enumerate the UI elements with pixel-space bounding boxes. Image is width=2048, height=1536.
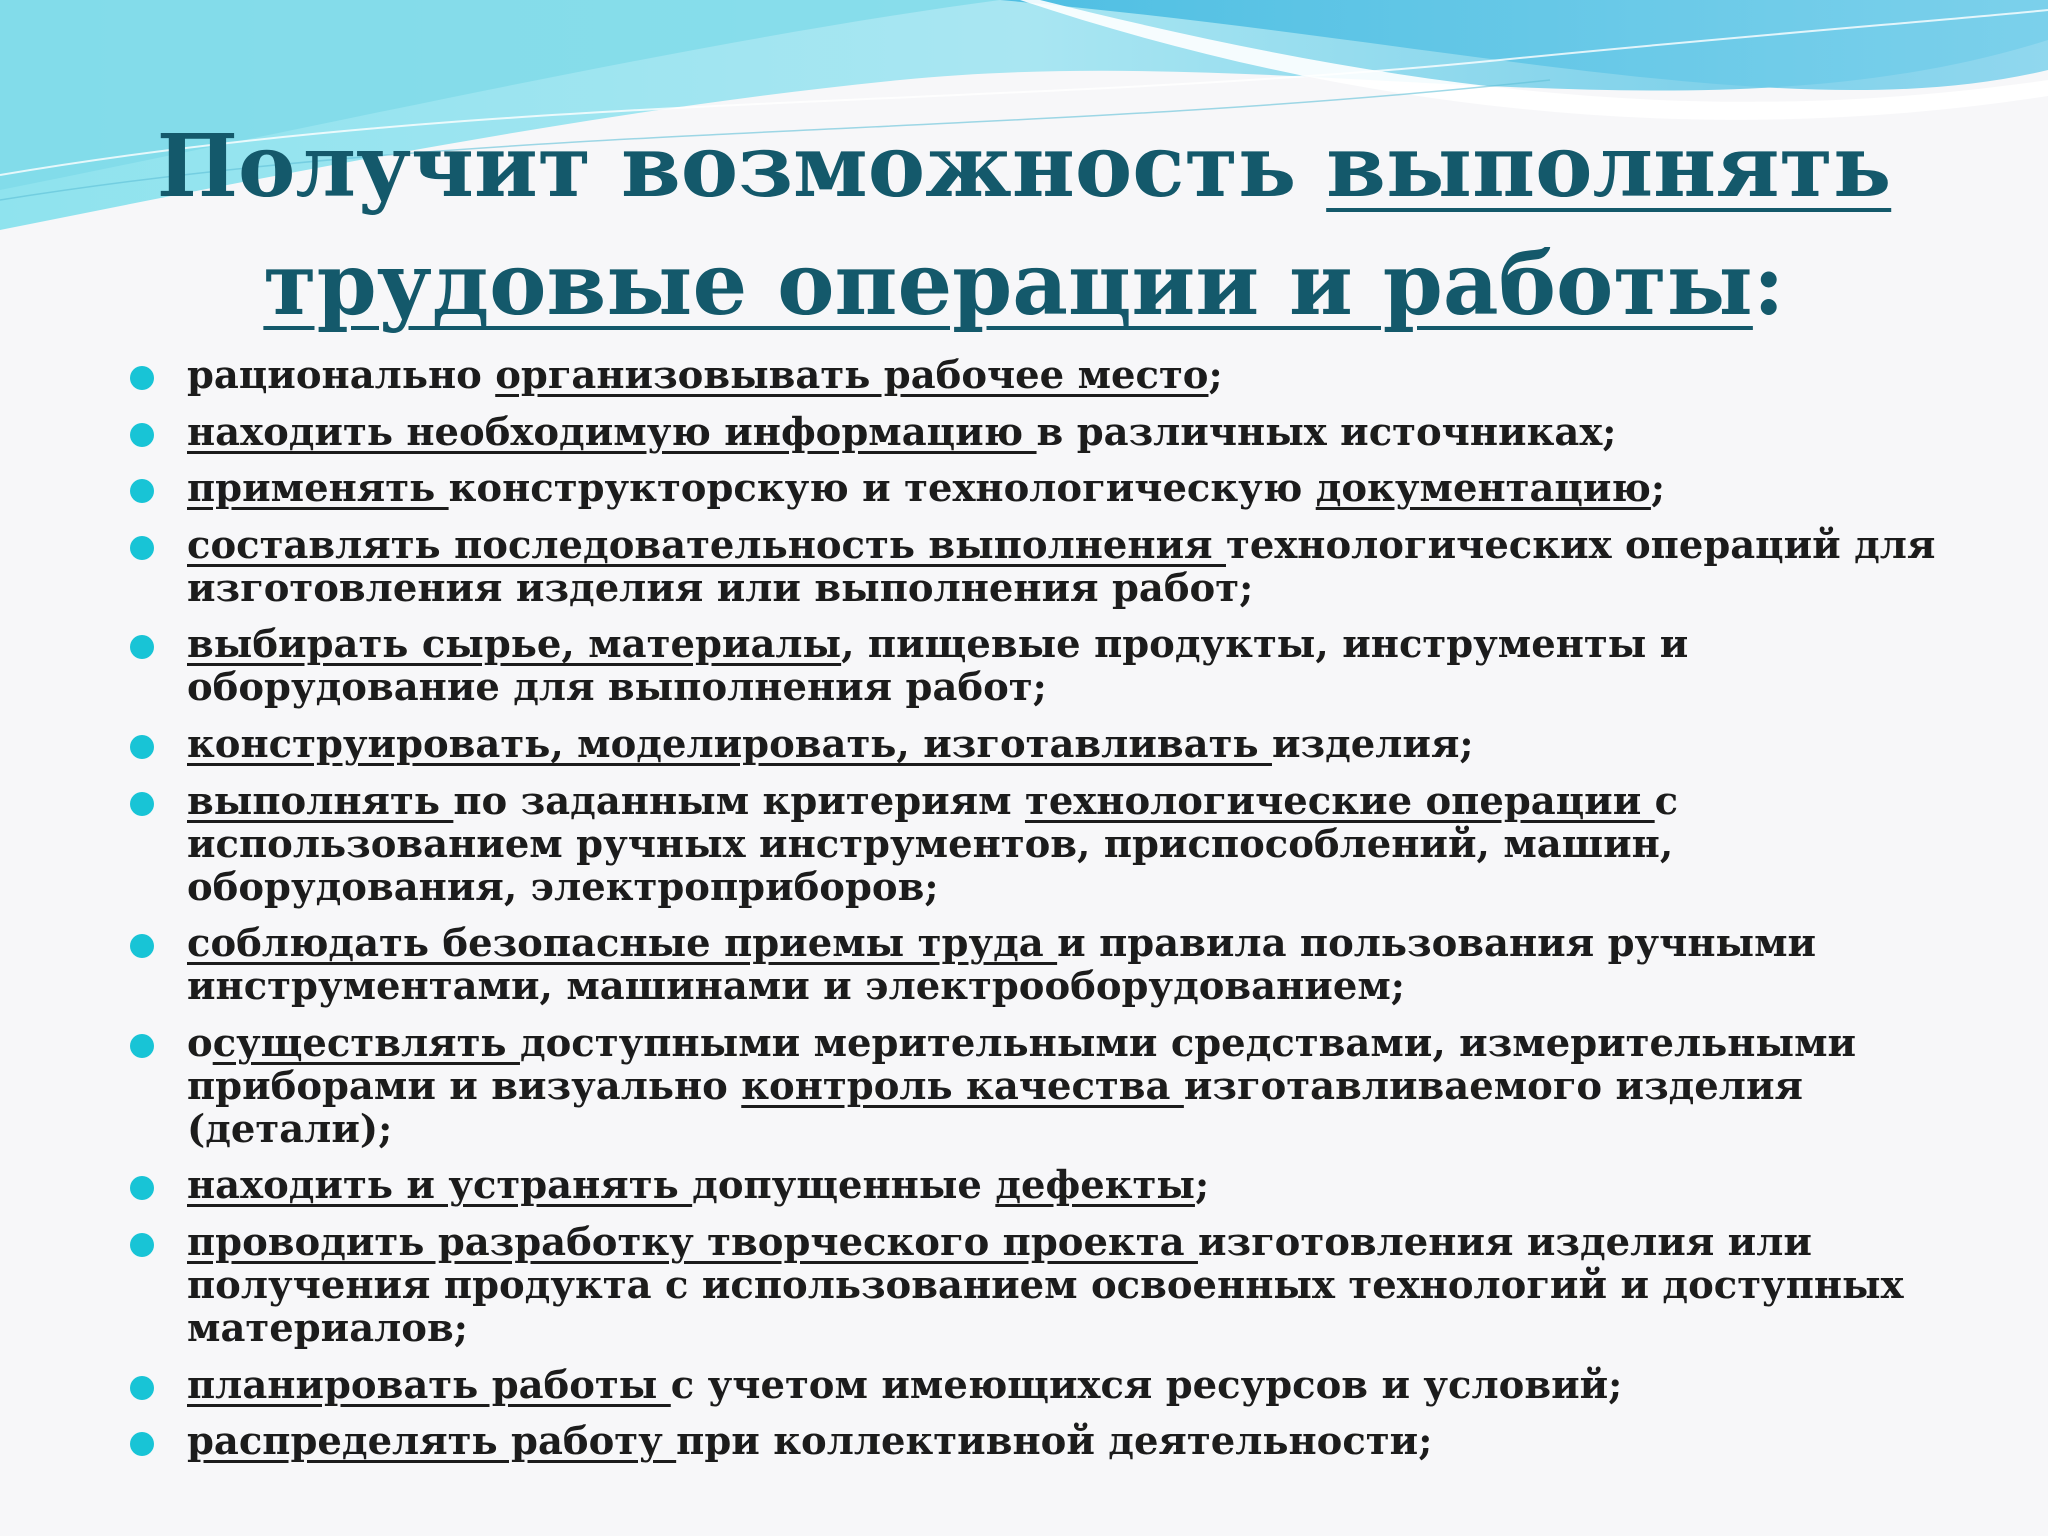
text-segment: с использованием ручных инструментов, приспособлений, машин, оборудования, электроприборов;	[187, 778, 1679, 910]
list-item-text	[187, 411, 2010, 454]
text-segment: при коллективной деятельности;	[676, 1419, 1433, 1465]
text-segment: в различных источниках;	[1036, 409, 1617, 455]
bullet-dot-icon	[130, 1176, 154, 1200]
text-segment: изделия;	[1271, 721, 1474, 767]
title-underlined-part: выполнять трудовые операции и работы	[263, 116, 1892, 335]
list-item-text	[187, 723, 2010, 766]
bullet-dot-icon	[130, 423, 154, 447]
underlined-term: организовывать рабочее место	[495, 353, 1209, 398]
text-segment: технологических операций для изготовления изделия или выполнения работ;	[187, 522, 1936, 611]
list-item-text	[187, 467, 2010, 510]
underlined-term: проводить разработку творческого проекта	[187, 1219, 1198, 1265]
underlined-term: соблюдать безопасные приемы труда	[187, 921, 1058, 967]
bullet-dot-icon	[130, 1376, 154, 1400]
bullet-dot-icon	[130, 934, 154, 958]
text-segment: ;	[1208, 353, 1223, 398]
underlined-term: дефекты	[995, 1163, 1195, 1209]
list-item	[130, 1364, 2010, 1407]
bullet-dot-icon	[130, 366, 154, 390]
text-segment: о	[187, 1020, 213, 1066]
underlined-term: конструировать, моделировать, изготавливать	[187, 721, 1272, 767]
underlined-term: выбирать сырье, материалы	[187, 622, 842, 668]
list-item	[130, 354, 2010, 397]
underlined-term: распределять работу	[187, 1419, 677, 1465]
bullet-dot-icon	[130, 536, 154, 560]
underlined-term: применять	[187, 466, 449, 512]
list-item-text	[187, 354, 2010, 397]
text-segment: по заданным критериям	[453, 778, 1025, 824]
text-segment: конструкторскую и технологическую	[448, 466, 1316, 512]
title-colon: :	[1752, 234, 1785, 335]
list-item-text	[187, 623, 2010, 709]
list-item	[130, 524, 2010, 610]
underlined-term: выполнять	[187, 778, 454, 824]
text-segment: доступными мерительными средствами, измерительными приборами и визуально	[187, 1020, 1857, 1109]
underlined-term: планировать работы	[187, 1362, 671, 1408]
bullet-dot-icon	[130, 1233, 154, 1257]
list-item	[130, 411, 2010, 454]
list-item-text	[187, 1364, 2010, 1407]
slide-title	[0, 108, 2048, 344]
list-item-text	[187, 780, 2010, 909]
underlined-term: находить необходимую информацию	[187, 409, 1037, 455]
text-segment: допущенные	[692, 1163, 996, 1209]
list-item-text	[187, 922, 2010, 1008]
list-item	[130, 1420, 2010, 1463]
list-item-text	[187, 1022, 2010, 1151]
text-segment: рационально	[187, 353, 496, 398]
list-item	[130, 1164, 2010, 1207]
list-item-text	[187, 1164, 2010, 1207]
underlined-term: документацию	[1315, 466, 1651, 512]
title-part-1: Получит возможность	[156, 116, 1327, 217]
text-segment: и правила пользования ручными инструментами, машинами и электрооборудованием;	[187, 921, 1817, 1010]
list-item	[130, 922, 2010, 1008]
list-item-text	[187, 524, 2010, 610]
bullet-dot-icon	[130, 1432, 154, 1456]
text-segment: с учетом имеющихся ресурсов и условий;	[670, 1362, 1623, 1408]
list-item	[130, 723, 2010, 766]
text-segment: , пищевые продукты, инструменты и оборудование для выполнения работ;	[187, 622, 1689, 711]
text-segment: ;	[1650, 466, 1666, 512]
list-item	[130, 780, 2010, 909]
bullet-dot-icon	[130, 735, 154, 759]
list-item	[130, 467, 2010, 510]
list-item	[130, 623, 2010, 709]
list-item	[130, 1221, 2010, 1350]
bullet-dot-icon	[130, 635, 154, 659]
text-segment: изготавливаемого изделия (детали);	[187, 1063, 1803, 1152]
underlined-term: существлять	[212, 1020, 520, 1066]
bullet-dot-icon	[130, 479, 154, 503]
text-segment: изготовления изделия или получения продукта с использованием освоенных технологий и доступных материалов;	[187, 1219, 1904, 1351]
list-item	[130, 1022, 2010, 1151]
list-item-text	[187, 1221, 2010, 1350]
skills-bullet-list	[130, 354, 2010, 1477]
bullet-dot-icon	[130, 792, 154, 816]
list-item-text	[187, 1420, 2010, 1463]
bullet-dot-icon	[130, 1034, 154, 1058]
underlined-term: технологические операции	[1024, 778, 1655, 824]
text-segment: ;	[1194, 1163, 1210, 1209]
underlined-term: находить и устранять	[187, 1163, 693, 1209]
underlined-term: контроль качества	[741, 1063, 1184, 1109]
underlined-term: составлять последовательность выполнения	[187, 522, 1226, 568]
